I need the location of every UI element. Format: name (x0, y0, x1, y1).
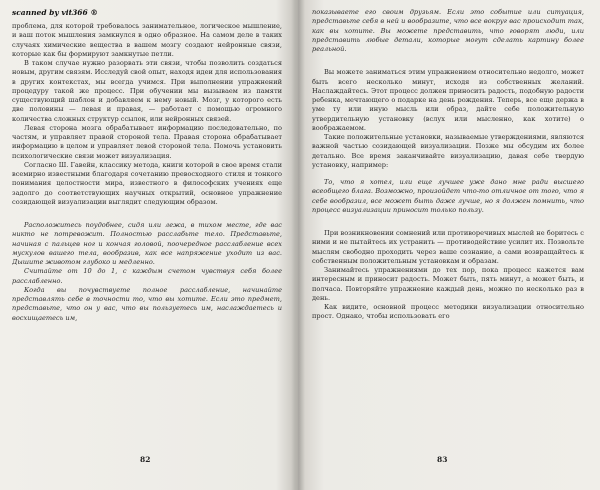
book-gutter (291, 0, 305, 490)
paragraph: При возникновении сомнений или противоречивых мыслей не боритесь с ними и не пытайтесь их устранить — противодействие усилит их. Позвольте мыслям свободно проходить через ваше сознание, а сами возвращайтесь к собственным положительным установкам и образам. (312, 229, 584, 265)
paragraph: Вы можете заниматься этим упражнением относительно недолго, может быть всего несколько минут, исходя из собственных желаний. Наслаждайтесь. Этот процесс должен приносить радость, подобную радости ребенка, мечтающего о подарке на день рождения. Теперь, все еще держа в уме ту или иную мысль или образ, дайте себе положительную утвердительную установку (вслух или мысленно, как хотите) о воображаемом. (312, 68, 584, 132)
page-number: 82 (140, 455, 151, 464)
section-gap (312, 54, 584, 68)
italic-paragraph: показываете его своим друзьям. Если это событие или ситуация, представьте себя в ней и вообразите, что все вокруг вас происходит так, как вы хотите. Вы можете представить, что говорят люди, или представить любые детали, которые могут сделать картину более реальной. (312, 8, 584, 53)
scanner-watermark: scanned by vit366 ® (12, 8, 98, 17)
italic-paragraph: То, что я хотел, или еще лучшее уже дано мне ради высшего всеобщего блага. Возможно, произойдет что-то отличное от того, что я себе вообразил, все может быть даже лучше, но я должен помнить, что процесс визуализации приносит только пользу. (312, 178, 584, 214)
paragraph: В таком случае нужно разорвать эти связи, чтобы позволить создаться новым, другим связям. Исследуй свой опыт, находя идеи для использования в других контекстах, мы всегда учимся. При выполнении упражнений процедуру такой же процесс. При обучении мы вызываем из памяти существующий шаблон и добавляем к нему новый. Мозг, у которого есть две половины — левая и правая, — работает с помощью огромного количества сложных структур ссылок, или нейронных связей. (12, 59, 282, 123)
section-gap (312, 170, 584, 178)
italic-paragraph: Считайте от 10 до 1, с каждым счетом чувствуя себя более расслабленно. (12, 267, 282, 285)
section-gap (12, 207, 282, 221)
paragraph: проблема, для которой требовалось занимательное, логическое мышление, и ваш поток мышления замкнулся в одно образное. На самом деле в таких случаях химические вещества в вашем мозгу создают нейронные связи, которые как бы формируют замкнутые петли. (12, 22, 282, 58)
italic-paragraph: Расположитесь поудобнее, сидя или лежа, в тихом месте, где вас никто не потревожит. Полностью расслабьте тело. Представьте, начиная с пальцев ног и кончая головой, поочередное расслабление всех мускулов вашего тела, вообразив, как все напряжение уходит из вас. Дышите животом глубоко и медленно. (12, 221, 282, 266)
page-number: 83 (437, 455, 448, 464)
italic-paragraph: Когда вы почувствуете полное расслабление, начинайте представлять себе в точности то, что вы хотите. Если это предмет, представьте, что он у вас, что вы пользуетесь им, наслаждаетесь и восхищаетесь им, (12, 285, 282, 322)
paragraph: Такие положительные установки, называемые утверждениями, являются важной частью созидающей визуализации. Позже мы обсудим их более детально. Все время заканчивайте визуализацию, давая себе твердую установку, например: (312, 133, 584, 169)
paragraph: Как видите, основной процесс методики визуализации относительно прост. Однако, чтобы использовать его (312, 303, 584, 321)
right-page (312, 8, 584, 482)
left-page (12, 8, 282, 482)
section-gap (312, 215, 584, 229)
paragraph: Занимайтесь упражнениями до тех пор, пока процесс кажется вам интересным и приносит радость. Может быть, пять минут, а может быть, и полчаса. Повторяйте упражнение каждый день, можно по несколько раз в день. (312, 266, 584, 302)
paragraph: Согласно Ш. Гавейн, классику метода, книги которой в свое время стали всемирно известными благодаря сочетанию превосходного стиля и тонкого понимания целостности мира, известного в философских учениях еще задолго до соответствующих научных открытий, основное упражнение созидающей визуализации выглядит следующим образом. (12, 160, 282, 206)
paragraph: Левая сторона мозга обрабатывает информацию последовательно, по частям, и управляет правой стороной тела. Правая сторона обрабатывает информацию в целом и управляет левой стороной тела. Помочь установить психологические связи может визуализация. (12, 123, 282, 160)
